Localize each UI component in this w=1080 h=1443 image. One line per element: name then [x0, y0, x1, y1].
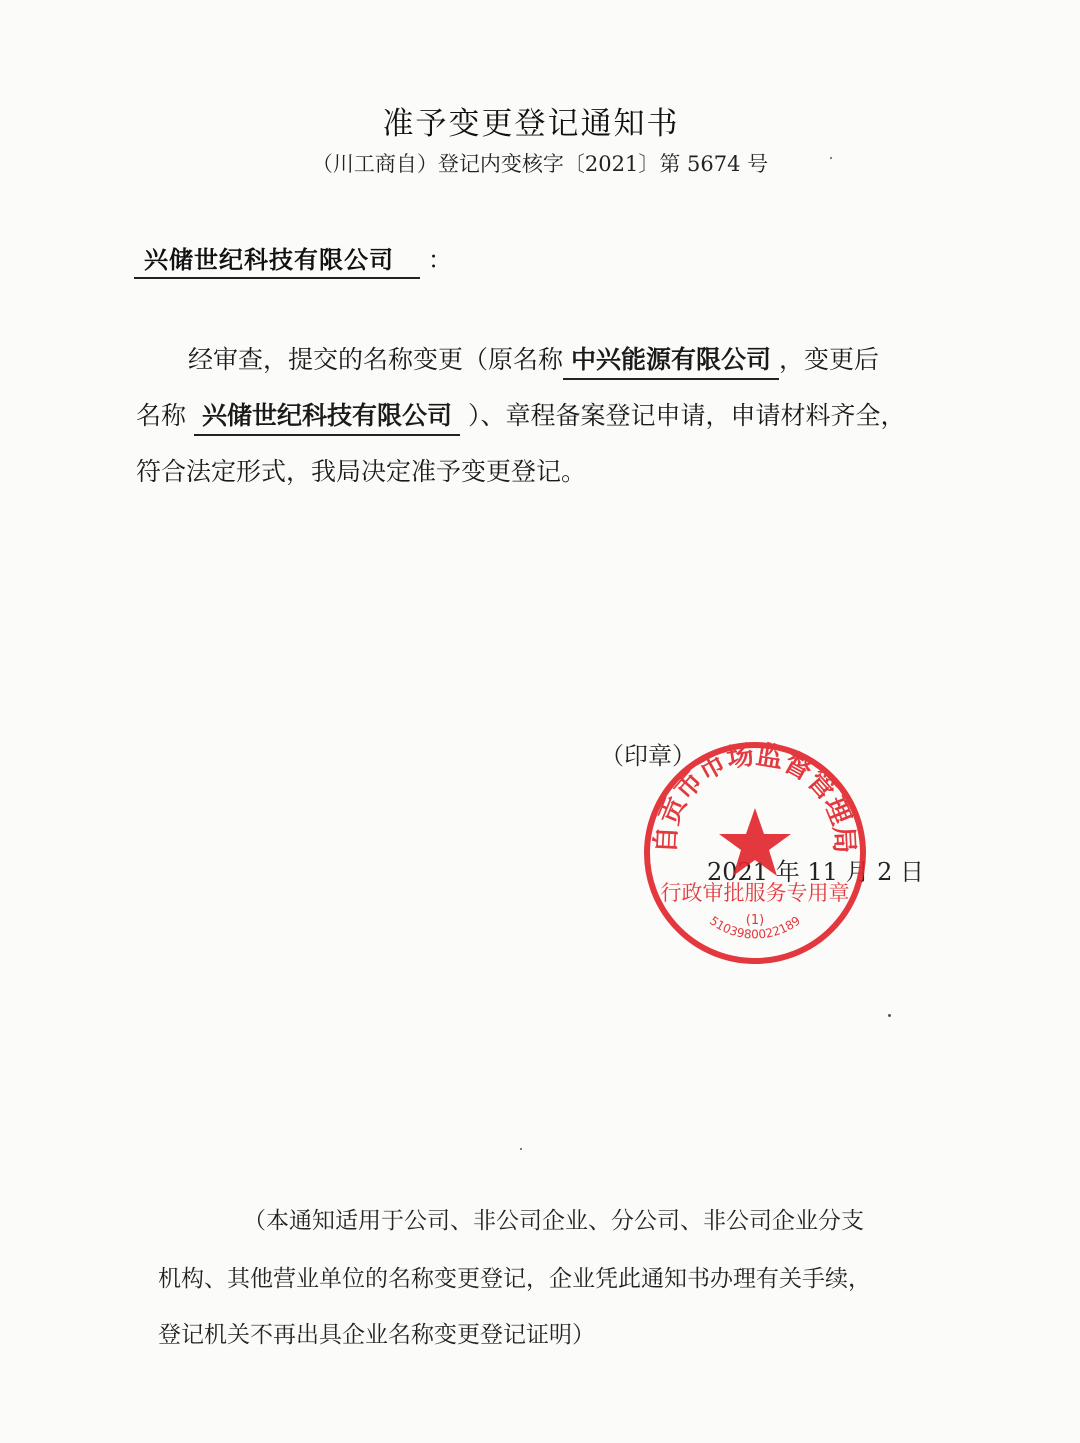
scan-speck	[888, 1014, 891, 1017]
new-company-name: 兴储世纪科技有限公司	[194, 396, 460, 436]
seal-purpose: 行政审批服务专用章	[660, 881, 850, 905]
body-line-2-suffix: ）、章程备案登记申请，申请材料齐全，	[467, 401, 906, 430]
footnote-line-2: 机构、其他营业单位的名称变更登记，企业凭此通知书办理有关手续，	[158, 1266, 871, 1292]
body-line-1-suffix: ，变更后	[779, 345, 880, 374]
issue-date: 2021 年 11 月 2 日	[707, 858, 925, 886]
footnote-line-1: （本通知适用于公司、非公司企业、分公司、非公司企业分支	[243, 1208, 864, 1234]
seal-org-name: 自贡市市场监督管理局	[650, 739, 860, 855]
body-line-2-prefix: 名称	[136, 401, 187, 430]
seal-label: （印章）	[600, 742, 696, 770]
scan-speck	[830, 157, 832, 159]
document-number: （川工商自）登记内变核字〔2021〕第 5674 号	[311, 152, 769, 176]
official-seal-icon	[640, 738, 870, 968]
seal-star-icon	[719, 808, 791, 876]
body-line-1-prefix: 经审查，提交的名称变更（原名称	[188, 345, 564, 374]
recipient-name: 兴储世纪科技有限公司	[134, 240, 420, 279]
seal-number: (1)	[745, 913, 765, 928]
recipient-line	[134, 240, 452, 279]
body-line-1	[188, 340, 879, 380]
old-company-name: 中兴能源有限公司	[563, 340, 779, 380]
body-line-2	[136, 396, 905, 436]
footnote-line-3: 登记机关不再出具企业名称变更登记证明）	[158, 1322, 595, 1348]
scan-speck	[520, 1148, 522, 1150]
notice-title: 准予变更登记通知书	[382, 106, 680, 142]
body-line-3: 符合法定形式，我局决定准予变更登记。	[136, 457, 587, 486]
seal-code: 5103980022189	[707, 913, 803, 942]
recipient-colon: ：	[428, 246, 452, 274]
